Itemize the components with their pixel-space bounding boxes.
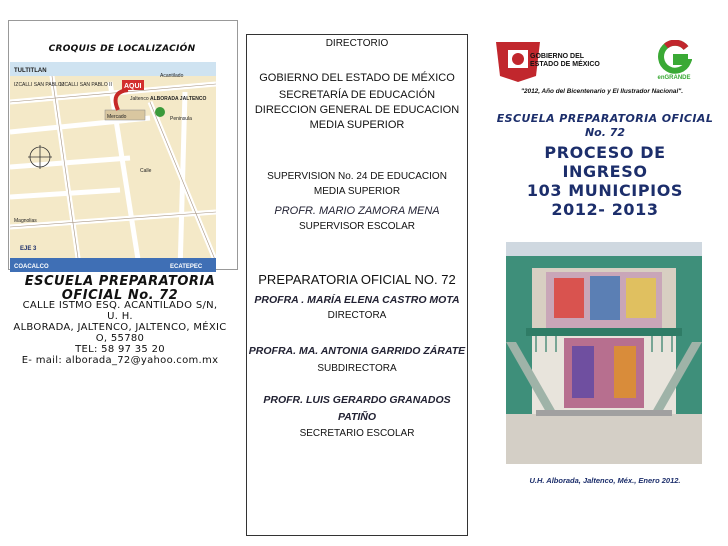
map-label-coacalco: COACALCO [14,264,49,270]
footer-place-date: U.H. Alborada, Jaltenco, Méx., Enero 2012. [529,476,681,485]
map-label-calle: Calle [140,168,152,174]
location-map [10,62,216,272]
supervisor-role: SUPERVISOR ESCOLAR [299,221,415,232]
right-school-line2: No. 72 [584,126,626,139]
process-line-4: 2012- 2013 [551,200,659,219]
gov-line-2: SECRETARÍA DE EDUCACIÓN [278,89,436,101]
gov-logo-line2: ESTADO DE MÉXICO [530,61,600,68]
supervision-line-1: SUPERVISION No. 24 DE EDUCACION [267,171,447,182]
address-phone: TEL: 58 97 35 20 [75,344,165,355]
map-label-tultitlan: TULTITLAN [14,68,47,74]
address-line-4: O, 55780 [95,333,145,344]
map-label-ecatepec: ECATEPEC [170,264,203,270]
school-building-photo [506,242,702,464]
gov-line-3: DIRECCION GENERAL DE EDUCACION [254,104,460,116]
map-label-peninsula: Peninsula [170,116,192,122]
gov-logo-text [530,53,600,69]
map-label-eje3: EJE 3 [20,246,37,252]
directory-title: DIRECTORIO [325,38,389,49]
engrande-logo-icon [656,40,692,76]
gov-line-4: MEDIA SUPERIOR [309,119,405,131]
supervision-line-2: MEDIA SUPERIOR [313,186,401,197]
subdirector-role: SUBDIRECTORA [317,363,397,374]
map-label-izcalli-2: IZCALLI SAN PABLO II [60,82,112,88]
secretary-role: SECRETARIO ESCOLAR [299,428,415,439]
map-label-acantilado: Acantilado [160,73,184,79]
secretary-name-line1: PROFR. LUIS GERARDO GRANADOS [263,394,451,406]
supervisor-name: PROFR. MARIO ZAMORA MENA [274,205,440,217]
map-caption: CROQUIS DE LOCALIZACIÓN [48,44,196,54]
map-label-alborada: ALBORADA JALTENCO [150,96,207,102]
engrande-logo-text: enGRANDE [657,75,691,81]
process-line-3: 103 MUNICIPIOS [526,181,684,200]
process-line-2: INGRESO [562,162,648,181]
left-school-line2: OFICIAL No. 72 [61,288,179,303]
map-label-izcalli-1: IZCALLI SAN PABLO I [14,82,65,88]
gov-logo-line1: GOBIERNO DEL [530,53,585,60]
director-role: DIRECTORA [327,310,387,321]
map-label-aqui: AQUI [124,83,142,90]
address-line-3: ALBORADA, JALTENCO, JALTENCO, MÉXIC [13,322,227,333]
subdirector-name: PROFRA. MA. ANTONIA GARRIDO ZÁRATE [248,345,466,357]
address-email[interactable]: E- mail: alborada_72@yahoo.com.mx [21,355,219,366]
map-label-jaltenco: Jaltenco [130,96,149,102]
motto: "2012, Año del Bicentenario y El Ilustrador Nacional". [520,88,684,95]
right-school-line1: ESCUELA PREPARATORIA OFICIAL [496,112,714,125]
left-school-line1: ESCUELA PREPARATORIA [24,274,216,289]
map-label-mercado: Mercado [107,114,127,120]
address-line-1: CALLE ISTMO ESQ. ACANTILADO S/N, [22,300,218,311]
school-title: PREPARATORIA OFICIAL NO. 72 [258,272,456,287]
address-line-2: U. H. [107,311,133,322]
secretary-name-line2: PATIÑO [337,411,377,423]
director-name: PROFRA . MARÍA ELENA CASTRO MOTA [254,294,460,306]
map-label-magnolias: Magnolias [14,218,37,224]
process-line-1: PROCESO DE [544,143,666,162]
gov-line-1: GOBIERNO DEL ESTADO DE MÉXICO [259,72,455,84]
